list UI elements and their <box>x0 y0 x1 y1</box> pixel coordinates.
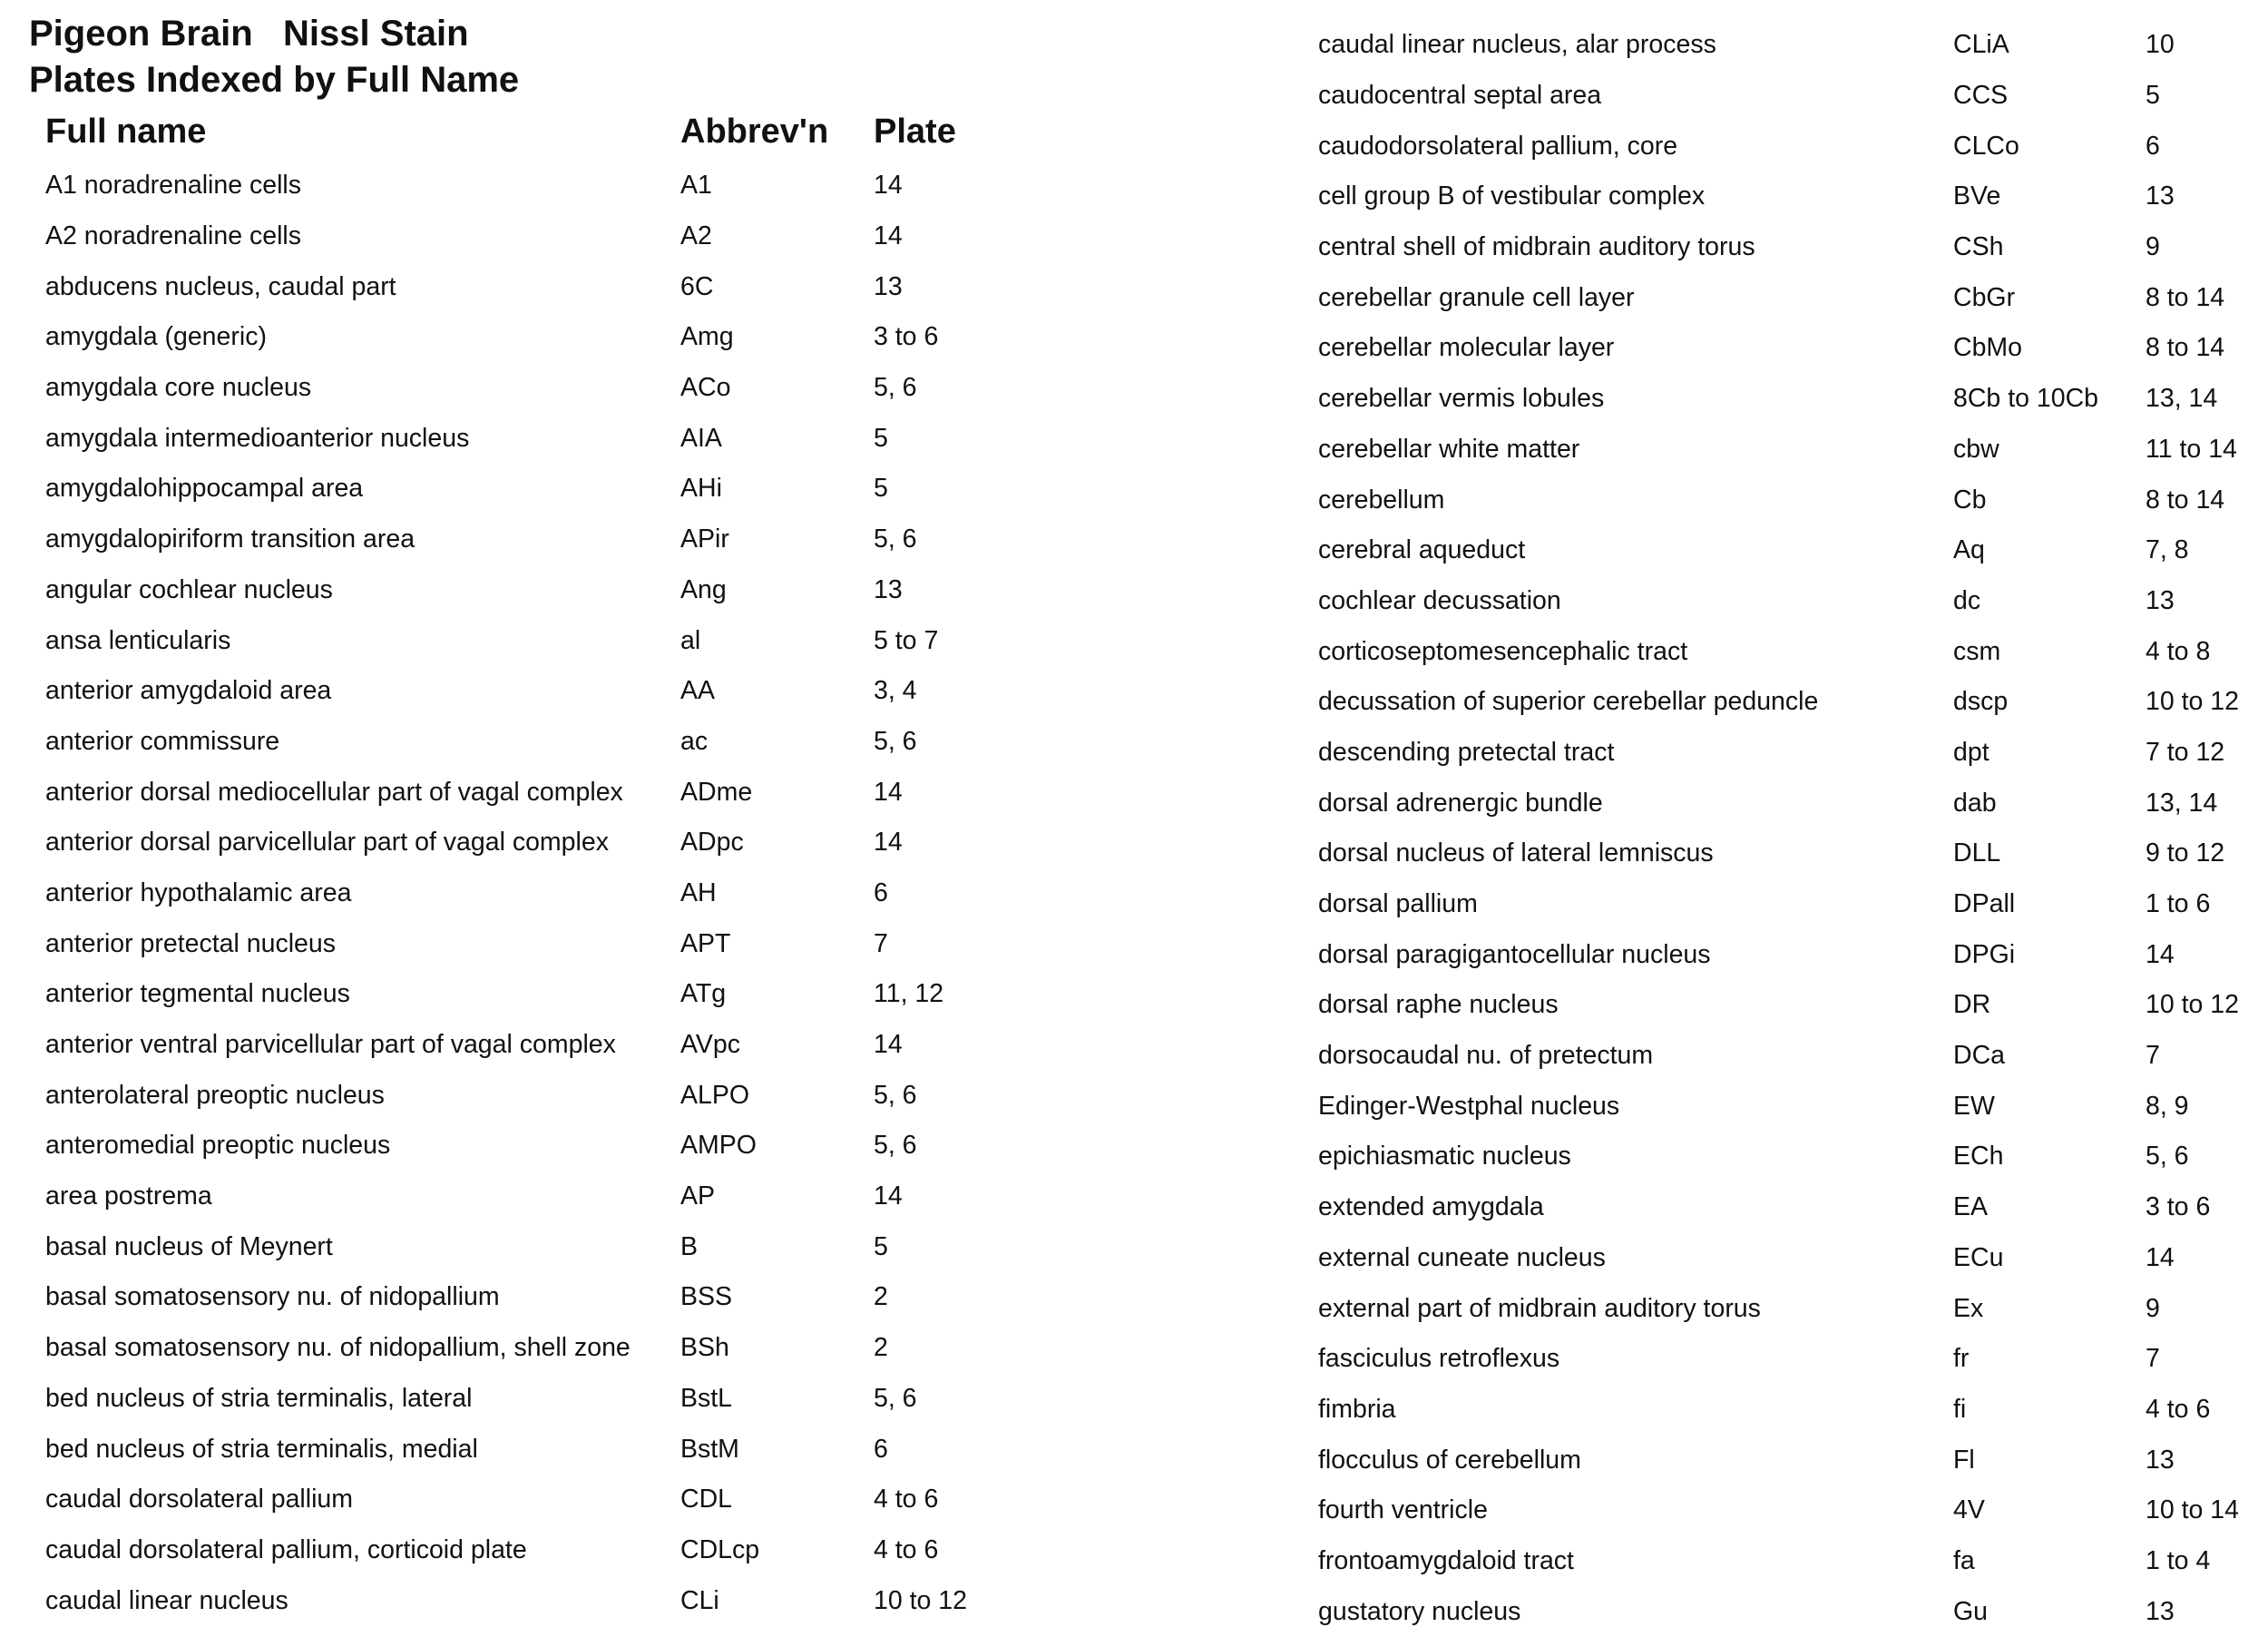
row-plate: 4 to 8 <box>2146 636 2211 666</box>
row-full-name: dorsal nucleus of lateral lemniscus <box>1318 838 1714 868</box>
row-full-name: anterior dorsal mediocellular part of vagal complex <box>45 777 623 807</box>
row-full-name: fourth ventricle <box>1318 1495 1488 1525</box>
table-row <box>1318 1081 2263 1132</box>
header-abbrev: Abbrev'n <box>680 113 829 151</box>
row-full-name: caudal dorsolateral pallium <box>45 1485 354 1514</box>
row-plate: 5 <box>874 474 888 504</box>
row-full-name: anterolateral preoptic nucleus <box>45 1080 385 1110</box>
row-full-name: cerebellum <box>1318 485 1445 515</box>
row-plate: 13 <box>2146 181 2175 211</box>
table-row <box>1318 172 2263 222</box>
row-plate: 8 to 14 <box>2146 485 2225 515</box>
table-row <box>1318 778 2263 828</box>
row-abbrev: EW <box>1953 1091 1995 1121</box>
page-subtitle: Plates Indexed by Full Name <box>29 60 520 100</box>
row-plate: 11, 12 <box>874 979 944 1009</box>
table-row <box>1318 525 2263 576</box>
row-plate: 4 to 6 <box>2146 1394 2211 1424</box>
row-plate: 10 to 12 <box>874 1585 968 1615</box>
row-abbrev: dscp <box>1953 687 2009 717</box>
row-abbrev: AP <box>680 1181 716 1211</box>
table-row <box>1318 272 2263 323</box>
row-full-name: flocculus of cerebellum <box>1318 1445 1581 1475</box>
row-abbrev: B <box>680 1231 699 1261</box>
row-full-name: anterior dorsal parvicellular part of vagal complex <box>45 828 609 858</box>
table-row <box>45 1070 1019 1121</box>
table-row <box>45 1424 1019 1475</box>
row-abbrev: CLi <box>680 1585 719 1615</box>
row-plate: 3 to 6 <box>874 322 939 352</box>
row-plate: 8, 9 <box>2146 1091 2189 1121</box>
table-row <box>1318 20 2263 71</box>
table-row <box>1318 374 2263 425</box>
table-row <box>1318 1334 2263 1385</box>
table-row <box>1318 1233 2263 1284</box>
row-abbrev: fa <box>1953 1545 1975 1575</box>
right-rows <box>1318 20 2263 1637</box>
row-abbrev: A1 <box>680 171 712 201</box>
row-full-name: amygdala (generic) <box>45 322 267 352</box>
row-full-name: anterior tegmental nucleus <box>45 979 350 1009</box>
row-full-name: anterior pretectal nucleus <box>45 928 337 958</box>
row-abbrev: DPGi <box>1953 939 2016 969</box>
row-full-name: cerebellar granule cell layer <box>1318 282 1635 312</box>
row-abbrev: 8Cb to 10Cb <box>1953 384 2099 414</box>
row-abbrev: ECh <box>1953 1142 2004 1171</box>
row-plate: 5, 6 <box>874 373 917 403</box>
row-plate: 13 <box>874 574 903 604</box>
row-full-name: dorsal pallium <box>1318 889 1478 919</box>
row-plate: 13 <box>2146 585 2175 615</box>
row-plate: 9 <box>2146 1293 2160 1323</box>
table-row <box>45 1323 1019 1374</box>
row-abbrev: Aq <box>1953 535 1985 565</box>
row-full-name: cerebral aqueduct <box>1318 535 1526 565</box>
row-abbrev: DLL <box>1953 838 2001 868</box>
row-abbrev: CDL <box>680 1485 733 1514</box>
row-full-name: caudocentral septal area <box>1318 81 1602 111</box>
row-abbrev: BSS <box>680 1282 733 1312</box>
row-full-name: gustatory nucleus <box>1318 1596 1521 1626</box>
row-full-name: central shell of midbrain auditory torus <box>1318 232 1755 262</box>
row-plate: 14 <box>2146 939 2175 969</box>
row-abbrev: 4V <box>1953 1495 1985 1525</box>
row-plate: 7, 8 <box>2146 535 2189 565</box>
row-full-name: anterior amygdaloid area <box>45 676 332 706</box>
row-abbrev: DPall <box>1953 889 2016 919</box>
row-full-name: external cuneate nucleus <box>1318 1242 1606 1272</box>
table-row <box>45 918 1019 969</box>
row-abbrev: cbw <box>1953 434 1999 464</box>
row-full-name: basal nucleus of Meynert <box>45 1231 333 1261</box>
row-abbrev: CCS <box>1953 81 2009 111</box>
table-row <box>1318 980 2263 1031</box>
row-abbrev: ALPO <box>680 1080 750 1110</box>
table-row <box>45 969 1019 1020</box>
row-full-name: angular cochlear nucleus <box>45 574 333 604</box>
row-abbrev: csm <box>1953 636 2001 666</box>
row-full-name: fimbria <box>1318 1394 1396 1424</box>
row-abbrev: Ex <box>1953 1293 1984 1323</box>
left-rows <box>45 161 1019 1626</box>
row-full-name: anterior ventral parvicellular part of vagal complex <box>45 1030 616 1060</box>
row-abbrev: BstM <box>680 1434 739 1464</box>
row-abbrev: DR <box>1953 990 1991 1020</box>
table-row <box>1318 828 2263 879</box>
row-abbrev: 6C <box>680 271 714 301</box>
row-full-name: anteromedial preoptic nucleus <box>45 1131 391 1161</box>
table-row <box>1318 1435 2263 1485</box>
table-row <box>45 1171 1019 1222</box>
row-plate: 5 <box>874 423 888 453</box>
row-plate: 14 <box>874 1030 903 1060</box>
row-abbrev: Fl <box>1953 1445 1975 1475</box>
row-plate: 6 <box>2146 131 2160 161</box>
row-abbrev: BSh <box>680 1333 729 1363</box>
row-full-name: dorsocaudal nu. of pretectum <box>1318 1041 1654 1071</box>
row-abbrev: dpt <box>1953 737 1989 767</box>
table-row <box>1318 1182 2263 1233</box>
row-abbrev: ACo <box>680 373 731 403</box>
row-plate: 5, 6 <box>874 1131 917 1161</box>
table-row <box>1318 576 2263 627</box>
row-abbrev: ac <box>680 726 709 756</box>
row-plate: 7 to 12 <box>2146 737 2225 767</box>
row-full-name: decussation of superior cerebellar peduncle <box>1318 687 1819 717</box>
table-row <box>1318 71 2263 122</box>
row-abbrev: Amg <box>680 322 734 352</box>
row-abbrev: AA <box>680 676 716 706</box>
row-plate: 13, 14 <box>2146 788 2218 818</box>
table-row <box>1318 677 2263 728</box>
header-full-name: Full name <box>45 113 207 151</box>
row-plate: 13, 14 <box>2146 384 2218 414</box>
row-plate: 13 <box>2146 1445 2175 1475</box>
table-row <box>45 1374 1019 1425</box>
row-abbrev: CDLcp <box>680 1534 760 1564</box>
row-full-name: amygdala intermedioanterior nucleus <box>45 423 470 453</box>
row-full-name: amygdalopiriform transition area <box>45 524 415 554</box>
row-plate: 13 <box>874 271 903 301</box>
table-row <box>1318 323 2263 374</box>
row-full-name: extended amygdala <box>1318 1192 1544 1222</box>
row-plate: 5, 6 <box>874 524 917 554</box>
row-plate: 4 to 6 <box>874 1534 939 1564</box>
row-plate: 8 to 14 <box>2146 282 2225 312</box>
row-plate: 8 to 14 <box>2146 333 2225 363</box>
row-plate: 14 <box>874 171 903 201</box>
row-full-name: basal somatosensory nu. of nidopallium, shell zone <box>45 1333 631 1363</box>
table-row <box>45 1121 1019 1171</box>
table-row <box>45 1575 1019 1626</box>
row-abbrev: CLCo <box>1953 131 2019 161</box>
row-full-name: bed nucleus of stria terminalis, lateral <box>45 1383 473 1413</box>
table-row <box>1318 1536 2263 1587</box>
row-full-name: amygdala core nucleus <box>45 373 312 403</box>
page-title: Pigeon Brain Nissl Stain <box>29 14 469 54</box>
row-full-name: basal somatosensory nu. of nidopallium <box>45 1282 500 1312</box>
row-abbrev: EA <box>1953 1192 1989 1222</box>
row-plate: 14 <box>874 221 903 251</box>
row-full-name: cochlear decussation <box>1318 585 1561 615</box>
row-abbrev: Gu <box>1953 1596 1989 1626</box>
row-abbrev: Cb <box>1953 485 1987 515</box>
row-abbrev: AIA <box>680 423 722 453</box>
table-row <box>45 1475 1019 1525</box>
row-plate: 5, 6 <box>2146 1142 2189 1171</box>
table-row <box>45 1221 1019 1272</box>
row-abbrev: dab <box>1953 788 1997 818</box>
index-table-right <box>1318 20 2263 1637</box>
table-row <box>45 161 1019 211</box>
row-plate: 5 to 7 <box>874 625 939 655</box>
row-plate: 1 to 6 <box>2146 889 2211 919</box>
row-abbrev: CbGr <box>1953 282 2016 312</box>
row-full-name: caudodorsolateral pallium, core <box>1318 131 1678 161</box>
table-row <box>45 515 1019 565</box>
table-row <box>45 666 1019 717</box>
row-plate: 14 <box>874 828 903 858</box>
row-plate: 11 to 14 <box>2146 434 2237 464</box>
row-abbrev: fi <box>1953 1394 1967 1424</box>
row-abbrev: BVe <box>1953 181 2001 211</box>
row-abbrev: ECu <box>1953 1242 2004 1272</box>
table-row <box>45 818 1019 868</box>
row-plate: 7 <box>874 928 888 958</box>
row-full-name: cerebellar white matter <box>1318 434 1580 464</box>
table-row <box>45 211 1019 262</box>
row-plate: 1 to 4 <box>2146 1545 2211 1575</box>
table-row <box>1318 475 2263 525</box>
row-full-name: cell group B of vestibular complex <box>1318 181 1706 211</box>
table-row <box>45 261 1019 312</box>
row-full-name: caudal linear nucleus, alar process <box>1318 30 1716 60</box>
row-plate: 2 <box>874 1333 888 1363</box>
row-plate: 14 <box>874 777 903 807</box>
row-plate: 5, 6 <box>874 1080 917 1110</box>
row-abbrev: dc <box>1953 585 1981 615</box>
row-plate: 7 <box>2146 1041 2160 1071</box>
row-full-name: dorsal adrenergic bundle <box>1318 788 1603 818</box>
row-plate: 5 <box>874 1231 888 1261</box>
row-full-name: abducens nucleus, caudal part <box>45 271 396 301</box>
row-abbrev: ADpc <box>680 828 744 858</box>
table-row <box>1318 425 2263 475</box>
row-plate: 5 <box>2146 81 2160 111</box>
table-row <box>1318 1485 2263 1536</box>
row-full-name: dorsal raphe nucleus <box>1318 990 1559 1020</box>
row-plate: 2 <box>874 1282 888 1312</box>
row-abbrev: ADme <box>680 777 753 807</box>
row-full-name: amygdalohippocampal area <box>45 474 364 504</box>
table-row <box>45 413 1019 464</box>
table-row <box>1318 728 2263 779</box>
table-row <box>45 565 1019 616</box>
row-plate: 10 to 12 <box>2146 687 2240 717</box>
row-plate: 13 <box>2146 1596 2175 1626</box>
row-full-name: anterior hypothalamic area <box>45 877 352 907</box>
row-plate: 5, 6 <box>874 1383 917 1413</box>
row-full-name: caudal linear nucleus <box>45 1585 288 1615</box>
row-abbrev: CbMo <box>1953 333 2023 363</box>
row-full-name: external part of midbrain auditory torus <box>1318 1293 1761 1323</box>
table-row <box>45 1020 1019 1071</box>
table-row <box>45 363 1019 414</box>
row-plate: 10 <box>2146 30 2175 60</box>
row-abbrev: CLiA <box>1953 30 2009 60</box>
table-row <box>45 1272 1019 1323</box>
table-row <box>45 615 1019 666</box>
row-abbrev: APir <box>680 524 729 554</box>
row-full-name: A1 noradrenaline cells <box>45 171 302 201</box>
row-plate: 5, 6 <box>874 726 917 756</box>
table-row <box>1318 929 2263 980</box>
row-abbrev: BstL <box>680 1383 733 1413</box>
row-abbrev: AHi <box>680 474 722 504</box>
row-abbrev: AVpc <box>680 1030 741 1060</box>
row-abbrev: CSh <box>1953 232 2004 262</box>
row-full-name: cerebellar vermis lobules <box>1318 384 1605 414</box>
row-full-name: epichiasmatic nucleus <box>1318 1142 1571 1171</box>
row-plate: 9 <box>2146 232 2160 262</box>
row-plate: 14 <box>2146 1242 2175 1272</box>
table-row <box>1318 626 2263 677</box>
table-header <box>45 107 1019 157</box>
row-plate: 9 to 12 <box>2146 838 2225 868</box>
row-abbrev: al <box>680 625 701 655</box>
table-row <box>1318 879 2263 930</box>
row-abbrev: DCa <box>1953 1041 2006 1071</box>
row-abbrev: AMPO <box>680 1131 757 1161</box>
row-full-name: dorsal paragigantocellular nucleus <box>1318 939 1711 969</box>
row-plate: 10 to 12 <box>2146 990 2240 1020</box>
row-full-name: anterior commissure <box>45 726 280 756</box>
table-row <box>45 868 1019 919</box>
table-row <box>45 717 1019 768</box>
table-row <box>1318 1385 2263 1436</box>
row-full-name: bed nucleus of stria terminalis, medial <box>45 1434 478 1464</box>
table-row <box>45 767 1019 818</box>
table-row <box>1318 1132 2263 1182</box>
table-row <box>45 464 1019 515</box>
table-row <box>1318 1283 2263 1334</box>
row-full-name: cerebellar molecular layer <box>1318 333 1615 363</box>
row-abbrev: ATg <box>680 979 727 1009</box>
index-table-left <box>45 107 1019 1626</box>
row-plate: 3 to 6 <box>2146 1192 2211 1222</box>
row-full-name: area postrema <box>45 1181 212 1211</box>
row-plate: 3, 4 <box>874 676 917 706</box>
row-full-name: fasciculus retroflexus <box>1318 1344 1560 1374</box>
row-full-name: caudal dorsolateral pallium, corticoid plate <box>45 1534 527 1564</box>
row-plate: 6 <box>874 877 888 907</box>
row-abbrev: fr <box>1953 1344 1970 1374</box>
row-full-name: corticoseptomesencephalic tract <box>1318 636 1688 666</box>
row-plate: 7 <box>2146 1344 2160 1374</box>
table-row <box>45 312 1019 363</box>
table-row <box>1318 121 2263 172</box>
row-plate: 4 to 6 <box>874 1485 939 1514</box>
row-full-name: descending pretectal tract <box>1318 737 1615 767</box>
table-row <box>1318 222 2263 273</box>
row-full-name: A2 noradrenaline cells <box>45 221 302 251</box>
table-row <box>1318 1586 2263 1637</box>
row-full-name: frontoamygdaloid tract <box>1318 1545 1574 1575</box>
row-abbrev: AH <box>680 877 717 907</box>
table-row <box>1318 1031 2263 1082</box>
row-full-name: ansa lenticularis <box>45 625 231 655</box>
row-abbrev: APT <box>680 928 731 958</box>
row-plate: 6 <box>874 1434 888 1464</box>
table-row <box>45 1525 1019 1576</box>
row-plate: 14 <box>874 1181 903 1211</box>
header-plate: Plate <box>874 113 956 151</box>
row-plate: 10 to 14 <box>2146 1495 2240 1525</box>
row-abbrev: A2 <box>680 221 712 251</box>
row-full-name: Edinger-Westphal nucleus <box>1318 1091 1620 1121</box>
row-abbrev: Ang <box>680 574 727 604</box>
